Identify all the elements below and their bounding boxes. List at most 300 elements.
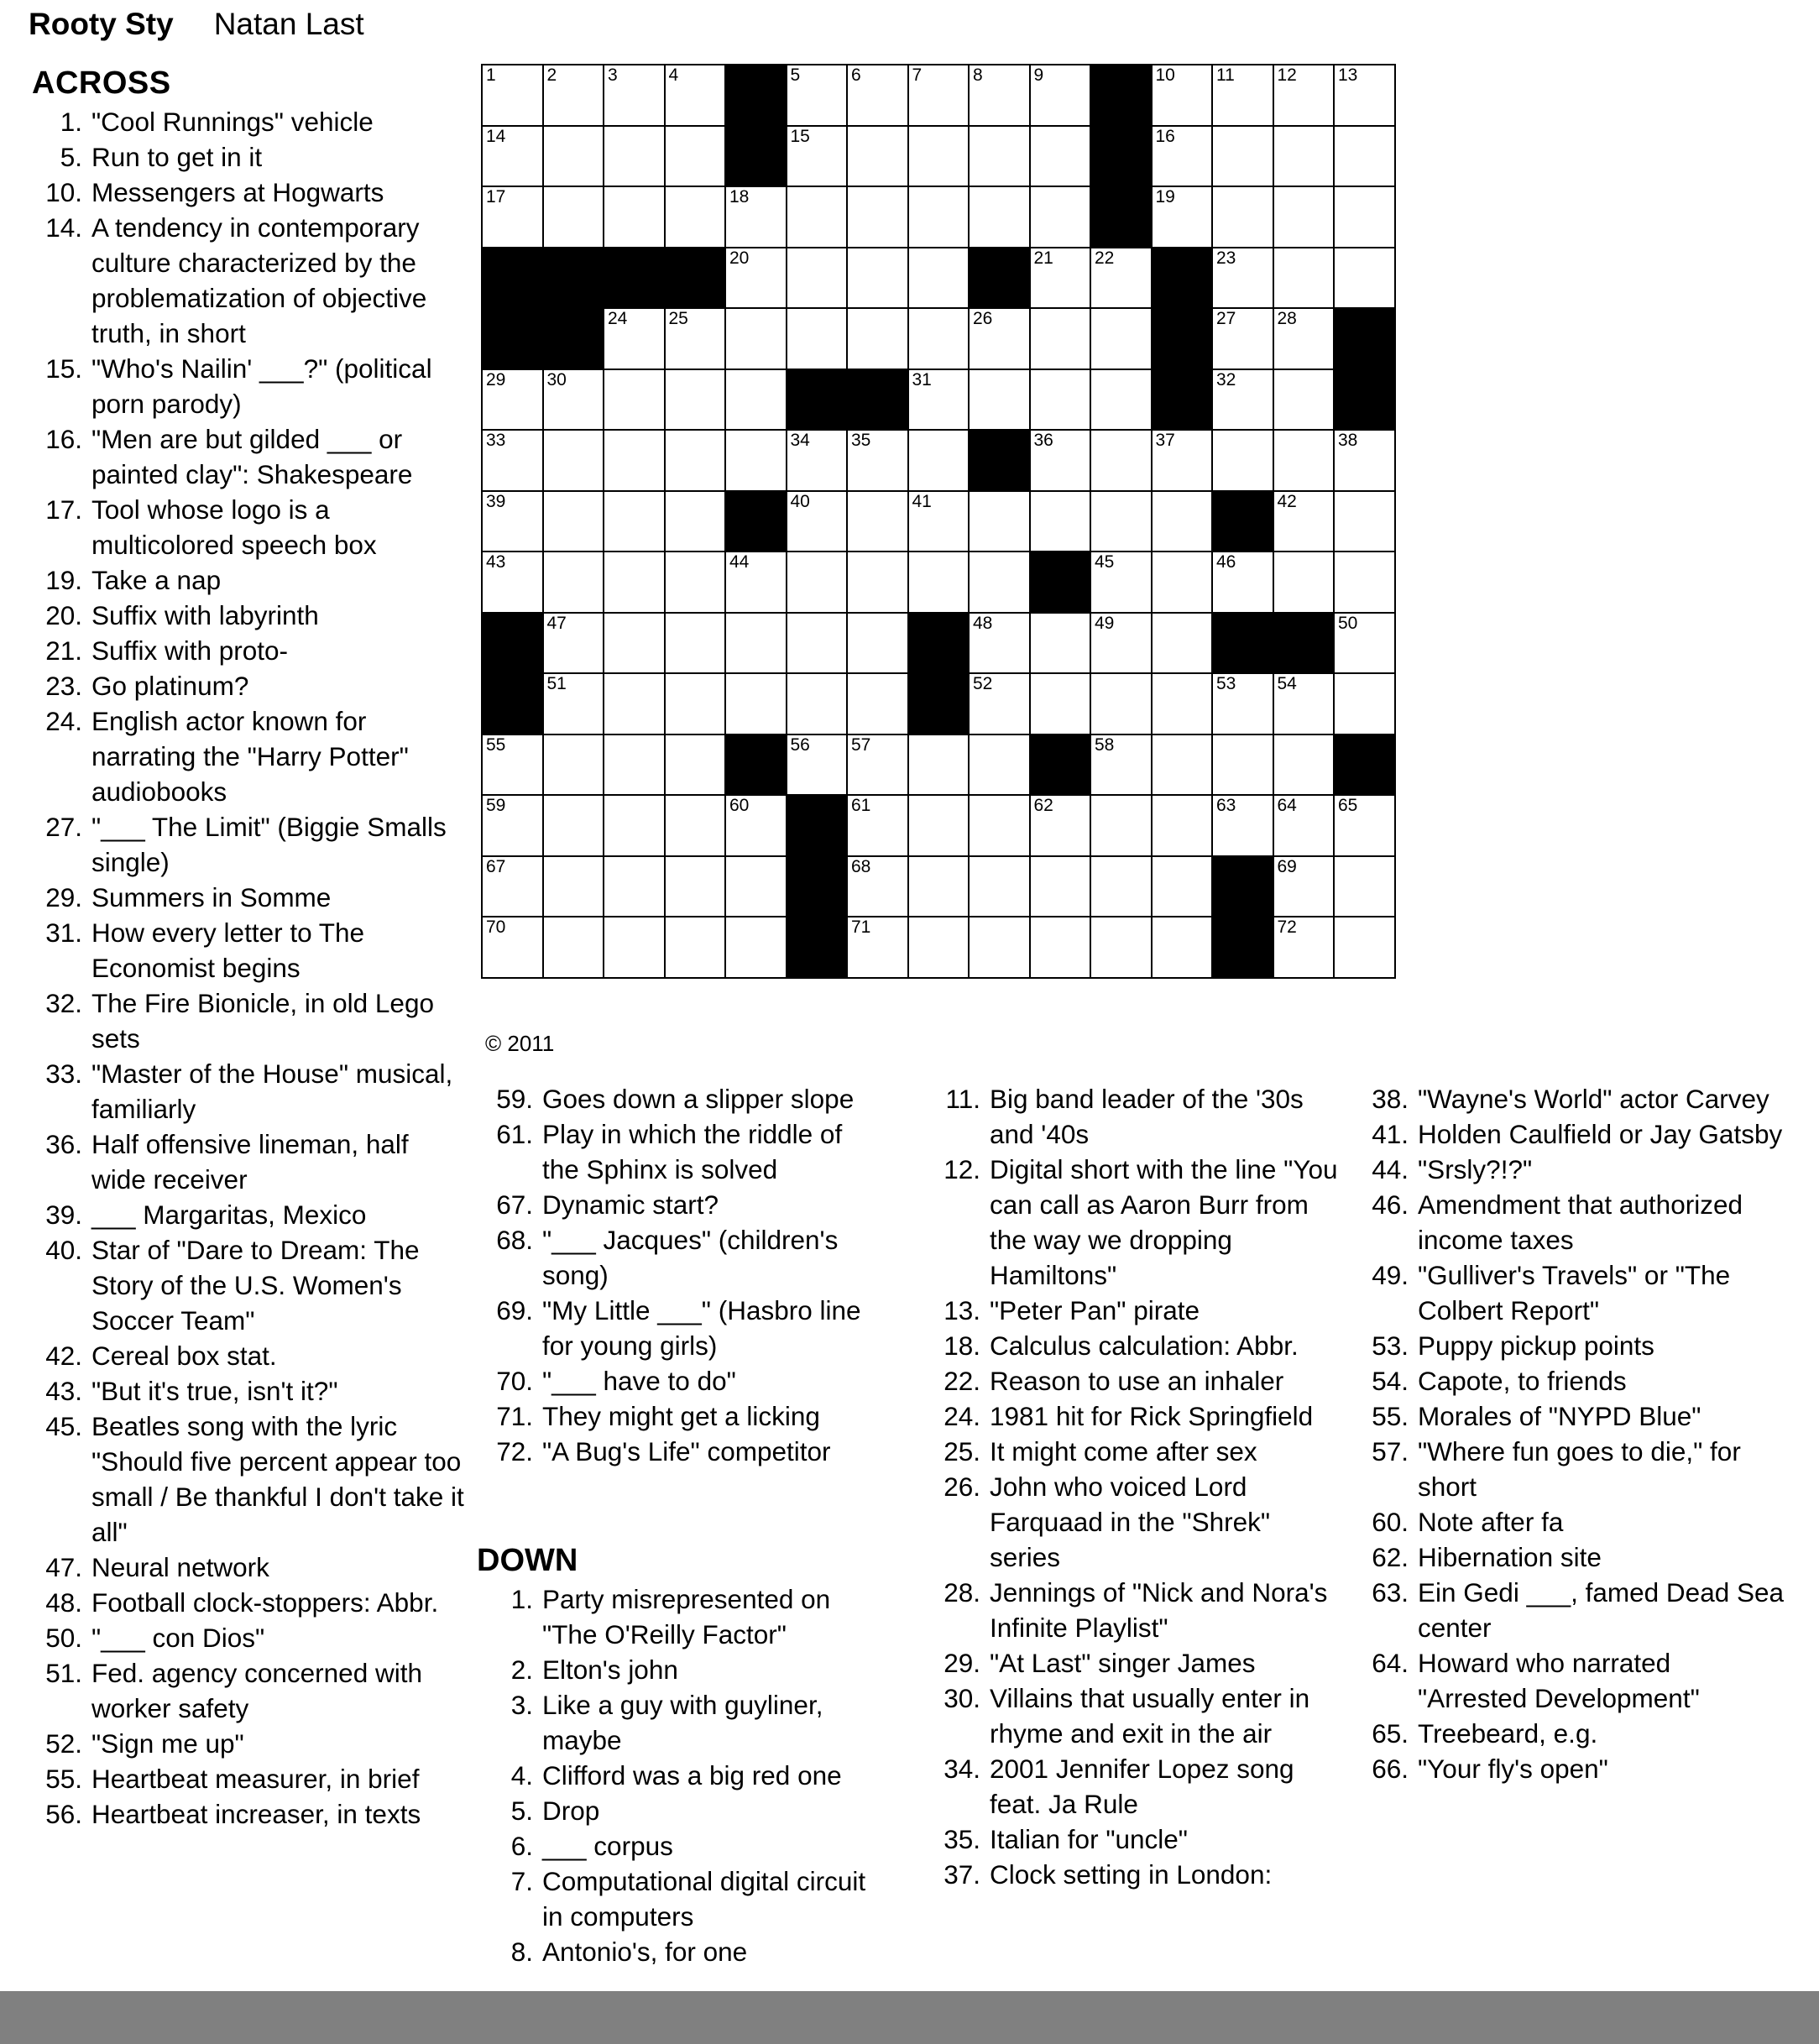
grid-cell[interactable] <box>1030 369 1091 431</box>
grid-cell[interactable] <box>1273 491 1335 552</box>
grid-cell[interactable] <box>787 308 848 369</box>
clue-item[interactable] <box>483 1116 886 1187</box>
grid-cell[interactable] <box>1273 673 1335 734</box>
grid-cell[interactable] <box>1030 308 1091 369</box>
clue-number: 34. <box>943 1754 980 1784</box>
grid-cell[interactable] <box>543 734 604 796</box>
grid-cell[interactable] <box>1090 856 1152 917</box>
clue-item[interactable] <box>32 1197 468 1232</box>
grid-cell[interactable] <box>847 126 908 187</box>
grid-cell[interactable] <box>604 186 665 248</box>
clue-item[interactable] <box>930 1857 1341 1892</box>
grid-cell[interactable] <box>787 65 848 126</box>
grid-cell[interactable] <box>1273 126 1335 187</box>
grid-cell[interactable] <box>725 186 787 248</box>
grid-cell[interactable] <box>543 856 604 917</box>
grid-cell[interactable] <box>1152 795 1213 856</box>
grid-cell-block <box>908 673 970 734</box>
grid-cell-number: 42 <box>1277 491 1297 511</box>
grid-cell[interactable] <box>969 795 1030 856</box>
grid-row <box>482 613 1395 674</box>
clue-item[interactable] <box>32 1373 468 1409</box>
grid-cell[interactable] <box>1334 248 1395 309</box>
grid-cell[interactable] <box>847 673 908 734</box>
clue-number: 38. <box>1372 1084 1409 1114</box>
grid-cell[interactable] <box>1273 795 1335 856</box>
grid-cell[interactable] <box>604 673 665 734</box>
clue-item[interactable] <box>32 1620 468 1655</box>
clue-item[interactable] <box>1358 1363 1786 1398</box>
grid-cell[interactable] <box>969 126 1030 187</box>
grid-cell-number: 32 <box>1216 369 1236 389</box>
clue-item[interactable] <box>930 1434 1341 1469</box>
grid-cell[interactable] <box>969 734 1030 796</box>
clue-number: 12. <box>943 1154 980 1184</box>
clue-item[interactable] <box>930 1363 1341 1398</box>
grid-cell[interactable] <box>482 491 543 552</box>
grid-cell[interactable] <box>604 917 665 978</box>
clue-item[interactable] <box>1358 1575 1786 1645</box>
grid-cell[interactable] <box>543 65 604 126</box>
grid-cell[interactable] <box>1212 430 1273 491</box>
grid-cell[interactable] <box>1090 673 1152 734</box>
grid-cell[interactable] <box>604 491 665 552</box>
clue-number: 71. <box>496 1401 533 1431</box>
grid-cell[interactable] <box>482 917 543 978</box>
grid-cell[interactable] <box>1090 248 1152 309</box>
grid-cell[interactable] <box>787 734 848 796</box>
clue-item[interactable] <box>32 1056 468 1127</box>
clue-item[interactable] <box>32 1550 468 1585</box>
grid-cell[interactable] <box>969 65 1030 126</box>
grid-cell[interactable] <box>969 856 1030 917</box>
grid-cell[interactable] <box>482 430 543 491</box>
clue-item[interactable] <box>483 1293 886 1363</box>
grid-cell[interactable] <box>1152 491 1213 552</box>
grid-cell[interactable] <box>1334 613 1395 674</box>
grid-cell[interactable] <box>482 856 543 917</box>
grid-cell[interactable] <box>787 248 848 309</box>
clue-item[interactable] <box>32 1338 468 1373</box>
clue-item[interactable] <box>483 1187 886 1222</box>
grid-cell[interactable] <box>1273 308 1335 369</box>
grid-cell[interactable] <box>969 491 1030 552</box>
clue-item[interactable] <box>930 1645 1341 1681</box>
clue-item[interactable] <box>1358 1081 1786 1116</box>
grid-cell[interactable] <box>969 917 1030 978</box>
grid-cell[interactable] <box>1334 430 1395 491</box>
clue-item[interactable] <box>930 1293 1341 1328</box>
clue-text: Big band leader of the '30s and '40s <box>990 1084 1304 1149</box>
grid-row <box>482 734 1395 796</box>
grid-cell[interactable] <box>665 613 726 674</box>
grid-cell[interactable] <box>665 734 726 796</box>
clue-item[interactable] <box>483 1081 886 1116</box>
grid-cell[interactable] <box>1273 917 1335 978</box>
clue-item[interactable] <box>32 915 468 985</box>
clue-item[interactable] <box>930 1328 1341 1363</box>
grid-cell[interactable] <box>665 65 726 126</box>
grid-cell[interactable] <box>665 917 726 978</box>
clue-item[interactable] <box>930 1081 1341 1152</box>
grid-cell[interactable] <box>543 186 604 248</box>
grid-cell[interactable] <box>908 126 970 187</box>
grid-cell[interactable] <box>1273 186 1335 248</box>
clue-item[interactable] <box>483 1934 886 1969</box>
grid-cell[interactable] <box>604 856 665 917</box>
clue-item[interactable] <box>32 210 468 351</box>
grid-cell[interactable] <box>787 613 848 674</box>
clue-item[interactable] <box>32 492 468 562</box>
grid-cell[interactable] <box>1334 186 1395 248</box>
grid-cell[interactable] <box>1030 430 1091 491</box>
clue-item[interactable] <box>32 1127 468 1197</box>
clue-item[interactable] <box>1358 1434 1786 1504</box>
grid-cell[interactable] <box>725 430 787 491</box>
clue-text: Take a nap <box>91 565 222 595</box>
grid-cell[interactable] <box>847 430 908 491</box>
clue-item[interactable] <box>32 668 468 703</box>
grid-cell[interactable] <box>1212 308 1273 369</box>
clue-item[interactable] <box>930 1152 1341 1293</box>
grid-cell[interactable] <box>1090 308 1152 369</box>
grid-cell[interactable] <box>908 917 970 978</box>
clue-item[interactable] <box>483 1363 886 1398</box>
clue-text: Hibernation site <box>1418 1542 1602 1572</box>
grid-cell[interactable] <box>543 917 604 978</box>
grid-cell[interactable] <box>1152 65 1213 126</box>
grid-cell[interactable] <box>847 308 908 369</box>
grid-cell[interactable] <box>969 673 1030 734</box>
clue-text: "Srsly?!?" <box>1418 1154 1533 1184</box>
grid-cell-number: 13 <box>1338 65 1358 85</box>
grid-cell[interactable] <box>1334 65 1395 126</box>
grid-cell-block <box>1090 126 1152 187</box>
clue-item[interactable] <box>483 1793 886 1828</box>
clue-item[interactable] <box>930 1398 1341 1434</box>
grid-cell[interactable] <box>908 552 970 613</box>
clue-item[interactable] <box>32 1655 468 1726</box>
clue-number: 40. <box>45 1235 82 1265</box>
clue-item[interactable] <box>483 1581 886 1652</box>
grid-cell-number: 57 <box>851 734 871 755</box>
clue-item[interactable] <box>483 1758 886 1793</box>
clue-item[interactable] <box>32 1761 468 1796</box>
clue-text: Half offensive lineman, half wide receiver <box>91 1129 409 1195</box>
grid-cell[interactable] <box>725 308 787 369</box>
grid-cell[interactable] <box>1030 65 1091 126</box>
grid-cell[interactable] <box>847 917 908 978</box>
grid-cell[interactable] <box>1334 795 1395 856</box>
grid-cell[interactable] <box>847 65 908 126</box>
clue-number: 72. <box>496 1436 533 1466</box>
grid-cell[interactable] <box>543 491 604 552</box>
grid-cell[interactable] <box>969 186 1030 248</box>
clue-number: 22. <box>943 1366 980 1396</box>
grid-cell[interactable] <box>787 552 848 613</box>
grid-cell[interactable] <box>1273 65 1335 126</box>
clue-item[interactable] <box>32 139 468 175</box>
grid-cell[interactable] <box>482 369 543 431</box>
grid-cell[interactable] <box>543 369 604 431</box>
grid-cell[interactable] <box>725 673 787 734</box>
clue-text: Jennings of "Nick and Nora's Infinite Playlist" <box>990 1577 1328 1643</box>
grid-cell[interactable] <box>908 491 970 552</box>
grid-cell[interactable] <box>1212 126 1273 187</box>
grid-cell[interactable] <box>665 186 726 248</box>
grid-cell[interactable] <box>482 552 543 613</box>
grid-cell[interactable] <box>1090 369 1152 431</box>
clue-text: John who voiced Lord Farquaad in the "Shrek" series <box>990 1472 1271 1572</box>
grid-cell[interactable] <box>1334 856 1395 917</box>
grid-cell[interactable] <box>1090 430 1152 491</box>
grid-cell[interactable] <box>665 126 726 187</box>
clue-item[interactable] <box>32 880 468 915</box>
grid-cell[interactable] <box>908 308 970 369</box>
clue-item[interactable] <box>32 351 468 421</box>
grid-cell[interactable] <box>1030 126 1091 187</box>
grid-cell[interactable] <box>1152 917 1213 978</box>
grid-cell[interactable] <box>665 552 726 613</box>
grid-cell[interactable] <box>1212 673 1273 734</box>
grid-cell[interactable] <box>1152 734 1213 796</box>
grid-cell[interactable] <box>1152 186 1213 248</box>
down-clue-list-column-2 <box>930 1081 1341 1892</box>
grid-cell[interactable] <box>787 491 848 552</box>
clue-item[interactable] <box>483 1398 886 1434</box>
grid-cell[interactable] <box>1152 126 1213 187</box>
grid-cell[interactable] <box>1334 126 1395 187</box>
grid-cell[interactable] <box>665 795 726 856</box>
grid-cell-number: 30 <box>546 369 567 389</box>
grid-cell[interactable] <box>604 552 665 613</box>
grid-cell[interactable] <box>665 856 726 917</box>
grid-cell[interactable] <box>543 673 604 734</box>
grid-cell[interactable] <box>1030 613 1091 674</box>
grid-cell[interactable] <box>1090 552 1152 613</box>
clue-item[interactable] <box>1358 1328 1786 1363</box>
grid-cell[interactable] <box>1212 186 1273 248</box>
clue-item[interactable] <box>930 1822 1341 1857</box>
grid-cell[interactable] <box>1090 795 1152 856</box>
clue-text: Heartbeat measurer, in brief <box>91 1764 420 1794</box>
clue-item[interactable] <box>32 1796 468 1832</box>
grid-cell[interactable] <box>1212 65 1273 126</box>
grid-cell[interactable] <box>1030 491 1091 552</box>
clue-item[interactable] <box>1358 1645 1786 1716</box>
grid-cell[interactable] <box>787 186 848 248</box>
grid-cell-number: 4 <box>668 65 679 85</box>
clue-item[interactable] <box>1358 1152 1786 1187</box>
grid-cell[interactable] <box>1152 430 1213 491</box>
grid-cell[interactable] <box>665 430 726 491</box>
grid-cell[interactable] <box>543 126 604 187</box>
clue-item[interactable] <box>32 1585 468 1620</box>
clue-number: 65. <box>1372 1718 1409 1749</box>
clue-item[interactable] <box>1358 1504 1786 1540</box>
grid-cell[interactable] <box>604 734 665 796</box>
grid-cell[interactable] <box>969 369 1030 431</box>
grid-cell[interactable] <box>969 552 1030 613</box>
clue-item[interactable] <box>1358 1116 1786 1152</box>
grid-cell[interactable] <box>1273 856 1335 917</box>
grid-cell[interactable] <box>908 856 970 917</box>
clue-item[interactable] <box>1358 1751 1786 1786</box>
grid-cell[interactable] <box>847 613 908 674</box>
grid-cell[interactable] <box>1152 613 1213 674</box>
grid-cell[interactable] <box>1334 552 1395 613</box>
grid-cell-block <box>1030 552 1091 613</box>
clue-item[interactable] <box>32 104 468 139</box>
grid-cell[interactable] <box>847 856 908 917</box>
clue-item[interactable] <box>930 1575 1341 1645</box>
clue-item[interactable] <box>1358 1540 1786 1575</box>
grid-cell[interactable] <box>1273 430 1335 491</box>
clue-item[interactable] <box>32 421 468 492</box>
crossword-grid-table[interactable] <box>481 64 1396 979</box>
grid-cell[interactable] <box>604 308 665 369</box>
clue-item[interactable] <box>930 1681 1341 1751</box>
grid-cell[interactable] <box>908 369 970 431</box>
grid-cell[interactable] <box>1212 552 1273 613</box>
grid-cell[interactable] <box>604 613 665 674</box>
clue-item[interactable] <box>32 598 468 633</box>
clue-item[interactable] <box>32 1232 468 1338</box>
grid-cell[interactable] <box>604 430 665 491</box>
grid-cell[interactable] <box>482 795 543 856</box>
grid-cell[interactable] <box>604 369 665 431</box>
grid-cell-number: 9 <box>1033 65 1044 85</box>
grid-cell[interactable] <box>908 65 970 126</box>
grid-cell[interactable] <box>482 186 543 248</box>
clue-item[interactable] <box>483 1434 886 1469</box>
clue-item[interactable] <box>1358 1187 1786 1257</box>
grid-cell[interactable] <box>1030 917 1091 978</box>
grid-cell[interactable] <box>725 552 787 613</box>
grid-cell-number: 34 <box>790 431 810 450</box>
grid-cell[interactable] <box>1212 248 1273 309</box>
clue-item[interactable] <box>32 1409 468 1550</box>
grid-cell[interactable] <box>1152 856 1213 917</box>
grid-cell[interactable] <box>665 491 726 552</box>
grid-cell[interactable] <box>1212 795 1273 856</box>
grid-cell[interactable] <box>604 126 665 187</box>
grid-cell[interactable] <box>665 369 726 431</box>
grid-cell[interactable] <box>1334 491 1395 552</box>
grid-cell[interactable] <box>1212 734 1273 796</box>
grid-cell[interactable] <box>1090 613 1152 674</box>
grid-cell[interactable] <box>543 613 604 674</box>
grid-cell[interactable] <box>787 673 848 734</box>
grid-cell[interactable] <box>1090 734 1152 796</box>
grid-cell-block <box>1090 186 1152 248</box>
grid-cell[interactable] <box>1273 248 1335 309</box>
clue-item[interactable] <box>32 175 468 210</box>
grid-cell[interactable] <box>1090 491 1152 552</box>
grid-cell[interactable] <box>725 369 787 431</box>
clue-number: 7. <box>510 1866 533 1896</box>
clue-item[interactable] <box>483 1222 886 1293</box>
grid-cell[interactable] <box>1273 734 1335 796</box>
grid-cell[interactable] <box>969 308 1030 369</box>
clue-item[interactable] <box>483 1652 886 1687</box>
clue-item[interactable] <box>483 1864 886 1934</box>
grid-cell[interactable] <box>1152 552 1213 613</box>
grid-cell[interactable] <box>725 613 787 674</box>
grid-cell-block <box>1090 65 1152 126</box>
grid-cell[interactable] <box>847 186 908 248</box>
grid-cell[interactable] <box>1273 552 1335 613</box>
grid-cell[interactable] <box>1030 248 1091 309</box>
clue-item[interactable] <box>930 1751 1341 1822</box>
clue-item[interactable] <box>32 809 468 880</box>
clue-item[interactable] <box>1358 1716 1786 1751</box>
grid-cell[interactable] <box>725 795 787 856</box>
clue-item[interactable] <box>32 703 468 809</box>
grid-cell[interactable] <box>969 613 1030 674</box>
grid-cell[interactable] <box>1030 673 1091 734</box>
grid-cell[interactable] <box>908 248 970 309</box>
grid-cell[interactable] <box>847 552 908 613</box>
grid-cell[interactable] <box>1152 673 1213 734</box>
clue-item[interactable] <box>483 1828 886 1864</box>
grid-cell[interactable] <box>725 856 787 917</box>
grid-row <box>482 430 1395 491</box>
grid-cell[interactable] <box>908 430 970 491</box>
grid-cell[interactable] <box>604 795 665 856</box>
grid-cell-number: 49 <box>1095 613 1115 633</box>
grid-cell[interactable] <box>725 917 787 978</box>
clue-item[interactable] <box>483 1687 886 1758</box>
grid-cell[interactable] <box>543 430 604 491</box>
clue-item[interactable] <box>1358 1257 1786 1328</box>
clue-item[interactable] <box>32 562 468 598</box>
grid-cell[interactable] <box>725 248 787 309</box>
grid-cell[interactable] <box>908 795 970 856</box>
clue-item[interactable] <box>930 1469 1341 1575</box>
grid-cell[interactable] <box>908 186 970 248</box>
grid-cell[interactable] <box>908 734 970 796</box>
grid-cell[interactable] <box>482 126 543 187</box>
grid-cell[interactable] <box>1030 795 1091 856</box>
clue-item[interactable] <box>32 633 468 668</box>
clue-item[interactable] <box>32 1726 468 1761</box>
grid-cell[interactable] <box>665 308 726 369</box>
grid-cell[interactable] <box>604 65 665 126</box>
grid-cell[interactable] <box>1090 917 1152 978</box>
grid-cell[interactable] <box>1334 917 1395 978</box>
grid-cell[interactable] <box>787 126 848 187</box>
grid-cell[interactable] <box>847 734 908 796</box>
clue-item[interactable] <box>32 985 468 1056</box>
grid-cell[interactable] <box>847 795 908 856</box>
grid-cell[interactable] <box>1273 369 1335 431</box>
grid-cell[interactable] <box>847 491 908 552</box>
grid-cell[interactable] <box>665 673 726 734</box>
grid-cell[interactable] <box>482 734 543 796</box>
grid-cell[interactable] <box>543 795 604 856</box>
grid-cell[interactable] <box>543 552 604 613</box>
clue-item[interactable] <box>1358 1398 1786 1434</box>
grid-cell[interactable] <box>1030 856 1091 917</box>
grid-cell[interactable] <box>1334 673 1395 734</box>
grid-cell[interactable] <box>787 430 848 491</box>
grid-cell[interactable] <box>1030 186 1091 248</box>
grid-cell[interactable] <box>1212 369 1273 431</box>
grid-cell[interactable] <box>482 65 543 126</box>
grid-cell[interactable] <box>847 248 908 309</box>
crossword-grid[interactable] <box>481 64 1396 979</box>
